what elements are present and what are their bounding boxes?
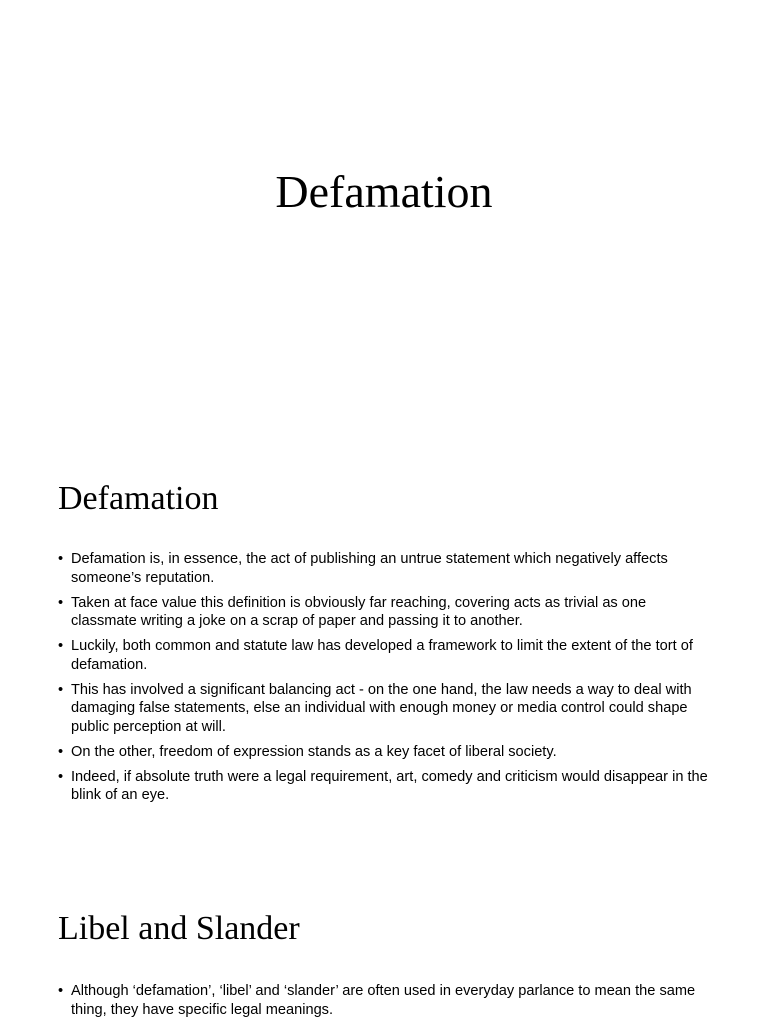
slide-title: Defamation <box>275 166 493 217</box>
bullet-item <box>58 637 708 674</box>
bullet-text: Although ‘defamation’, ‘libel’ and ‘slander’ are often used in everyday parlance to mean the same thing, they have specific legal meanings. <box>71 983 696 1018</box>
bullet-item <box>58 681 708 737</box>
bullet-item <box>58 768 708 805</box>
slide-heading: Libel and Slander <box>58 910 300 947</box>
bullet-list <box>58 550 708 811</box>
slide-heading: Defamation <box>58 480 219 517</box>
content-slide-defamation <box>0 432 768 864</box>
bullet-dot-icon: • <box>58 638 64 654</box>
bullet-dot-icon: • <box>58 551 64 567</box>
bullet-item <box>58 594 708 631</box>
bullet-dot-icon: • <box>58 594 64 611</box>
bullet-text: Taken at face value this definition is obviously far reaching, covering acts as trivial as one classmate writing a joke on a scrap of paper and passing it to another. <box>71 594 647 629</box>
bullet-dot-icon: • <box>58 743 64 760</box>
bullet-dot-icon: • <box>58 983 64 999</box>
bullet-text: Indeed, if absolute truth were a legal requirement, art, comedy and criticism would disappear in the blink of an eye. <box>71 768 708 803</box>
bullet-dot-icon: • <box>58 768 64 785</box>
bullet-list <box>58 982 708 1026</box>
bullet-text: This has involved a significant balancing act - on the one hand, the law needs a way to deal with damaging false statements, else an individual with enough money or media control could shape public perception at will. <box>71 681 692 735</box>
bullet-item <box>58 982 708 1019</box>
bullet-item <box>58 550 708 587</box>
bullet-text: Defamation is, in essence, the act of publishing an untrue statement which negatively affects someone’s reputation. <box>71 551 668 586</box>
bullet-text: On the other, freedom of expression stands as a key facet of liberal society. <box>71 743 557 760</box>
bullet-text: Luckily, both common and statute law has developed a framework to limit the extent of the tort of defamation. <box>71 638 693 673</box>
bullet-dot-icon: • <box>58 681 64 698</box>
title-slide <box>0 0 768 432</box>
content-slide-libel-slander <box>0 864 768 1024</box>
bullet-item <box>58 743 708 762</box>
